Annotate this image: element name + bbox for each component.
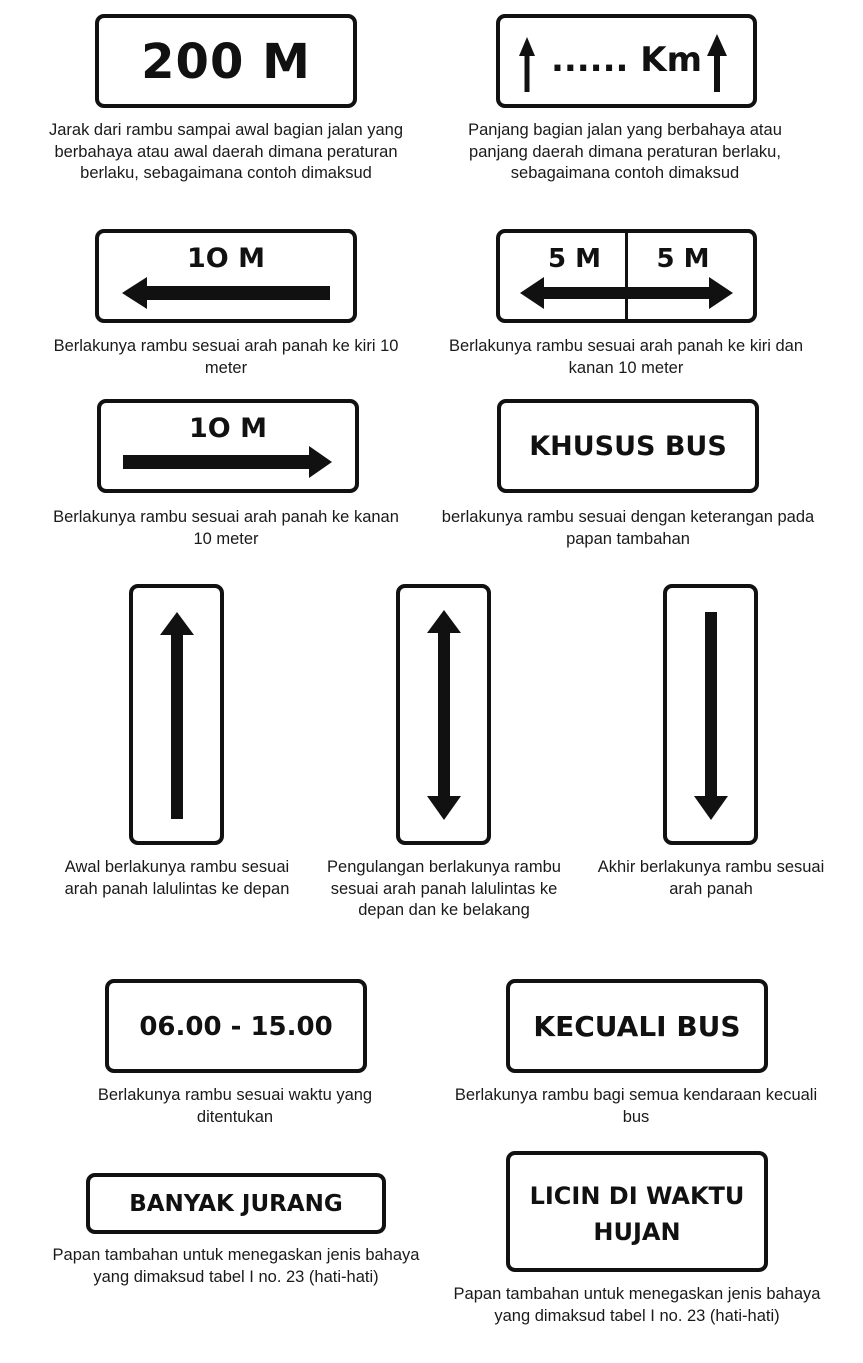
caption-pengulangan: Pengulangan berlakunya rambu sesuai arah panah lalulintas ke depan dan ke belakang (327, 858, 561, 919)
sign-khusus-bus (497, 399, 759, 493)
sign-km (496, 14, 757, 108)
arrow-up-icon (133, 588, 220, 841)
caption-licin: Papan tambahan untuk menegaskan jenis bahaya yang dimaksud tabel I no. 23 (hati-hati) (453, 1285, 821, 1325)
sign-pengulangan (396, 584, 491, 845)
caption-waktu: Berlakunya rambu sesuai waktu yang ditentukan (97, 1086, 373, 1126)
caption-kecuali-bus: Berlakunya rambu bagi semua kendaraan kecuali bus (454, 1086, 818, 1126)
sign-licin (506, 1151, 768, 1272)
caption-kanan-10m: Berlakunya rambu sesuai arah panah ke kanan 10 meter (53, 508, 399, 548)
sign-waktu-text: 06.00 - 15.00 (139, 1012, 333, 1042)
caption-kiri-10m: Berlakunya rambu sesuai arah panah ke kiri 10 meter (53, 337, 399, 377)
caption-akhir: Akhir berlakunya rambu sesuai arah panah (597, 858, 825, 898)
caption-km: Panjang bagian jalan yang berbahaya atau panjang daerah dimana peraturan berlaku, sebagaimana contoh dimaksud (468, 121, 782, 182)
sign-kanan-10m-text: 1O M (188, 413, 267, 444)
sign-5m-right-text: 5 M (656, 244, 710, 274)
sign-km-text: ...... Km (550, 40, 703, 80)
caption-200m: Jarak dari rambu sampai awal bagian jalan yang berbahaya atau awal daerah dimana peraturan berlaku, sebagaimana contoh dimaksud (48, 121, 404, 182)
sign-licin-line2: HUJAN (593, 1218, 681, 1246)
sign-licin-line1: LICIN DI WAKTU (529, 1182, 745, 1210)
arrow-left-icon (99, 233, 353, 319)
sign-waktu (105, 979, 367, 1073)
sign-khusus-bus-text: KHUSUS BUS (529, 431, 727, 462)
arrow-up-icon (707, 34, 727, 92)
sign-awal (129, 584, 224, 845)
caption-kiri-kanan-5m: Berlakunya rambu sesuai arah panah ke kiri dan kanan 10 meter (448, 337, 804, 377)
sign-5m-left-text: 5 M (547, 244, 601, 274)
arrow-up-icon (519, 37, 535, 92)
arrow-up-down-icon (400, 588, 487, 841)
arrow-down-icon (667, 588, 754, 841)
sign-200m (95, 14, 357, 108)
caption-khusus-bus: berlakunya rambu sesuai dengan keterangan pada papan tambahan (441, 508, 815, 548)
sign-kiri-10m-text: 1O M (186, 243, 265, 274)
sign-kiri-10m (95, 229, 357, 323)
arrow-right-icon (101, 403, 355, 489)
sign-200m-text: 200 M (141, 34, 311, 90)
caption-banyak-jurang: Papan tambahan untuk menegaskan jenis bahaya yang dimaksud tabel I no. 23 (hati-hati) (52, 1246, 420, 1286)
sign-kecuali-bus (506, 979, 768, 1073)
caption-awal: Awal berlakunya rambu sesuai arah panah lalulintas ke depan (64, 858, 290, 898)
sign-kecuali-bus-text: KECUALI BUS (533, 1010, 741, 1043)
sign-kiri-kanan-5m (496, 229, 757, 323)
sign-banyak-jurang (86, 1173, 386, 1234)
sign-banyak-jurang-text: BANYAK JURANG (129, 1191, 343, 1217)
sign-akhir (663, 584, 758, 845)
sign-kanan-10m (97, 399, 359, 493)
